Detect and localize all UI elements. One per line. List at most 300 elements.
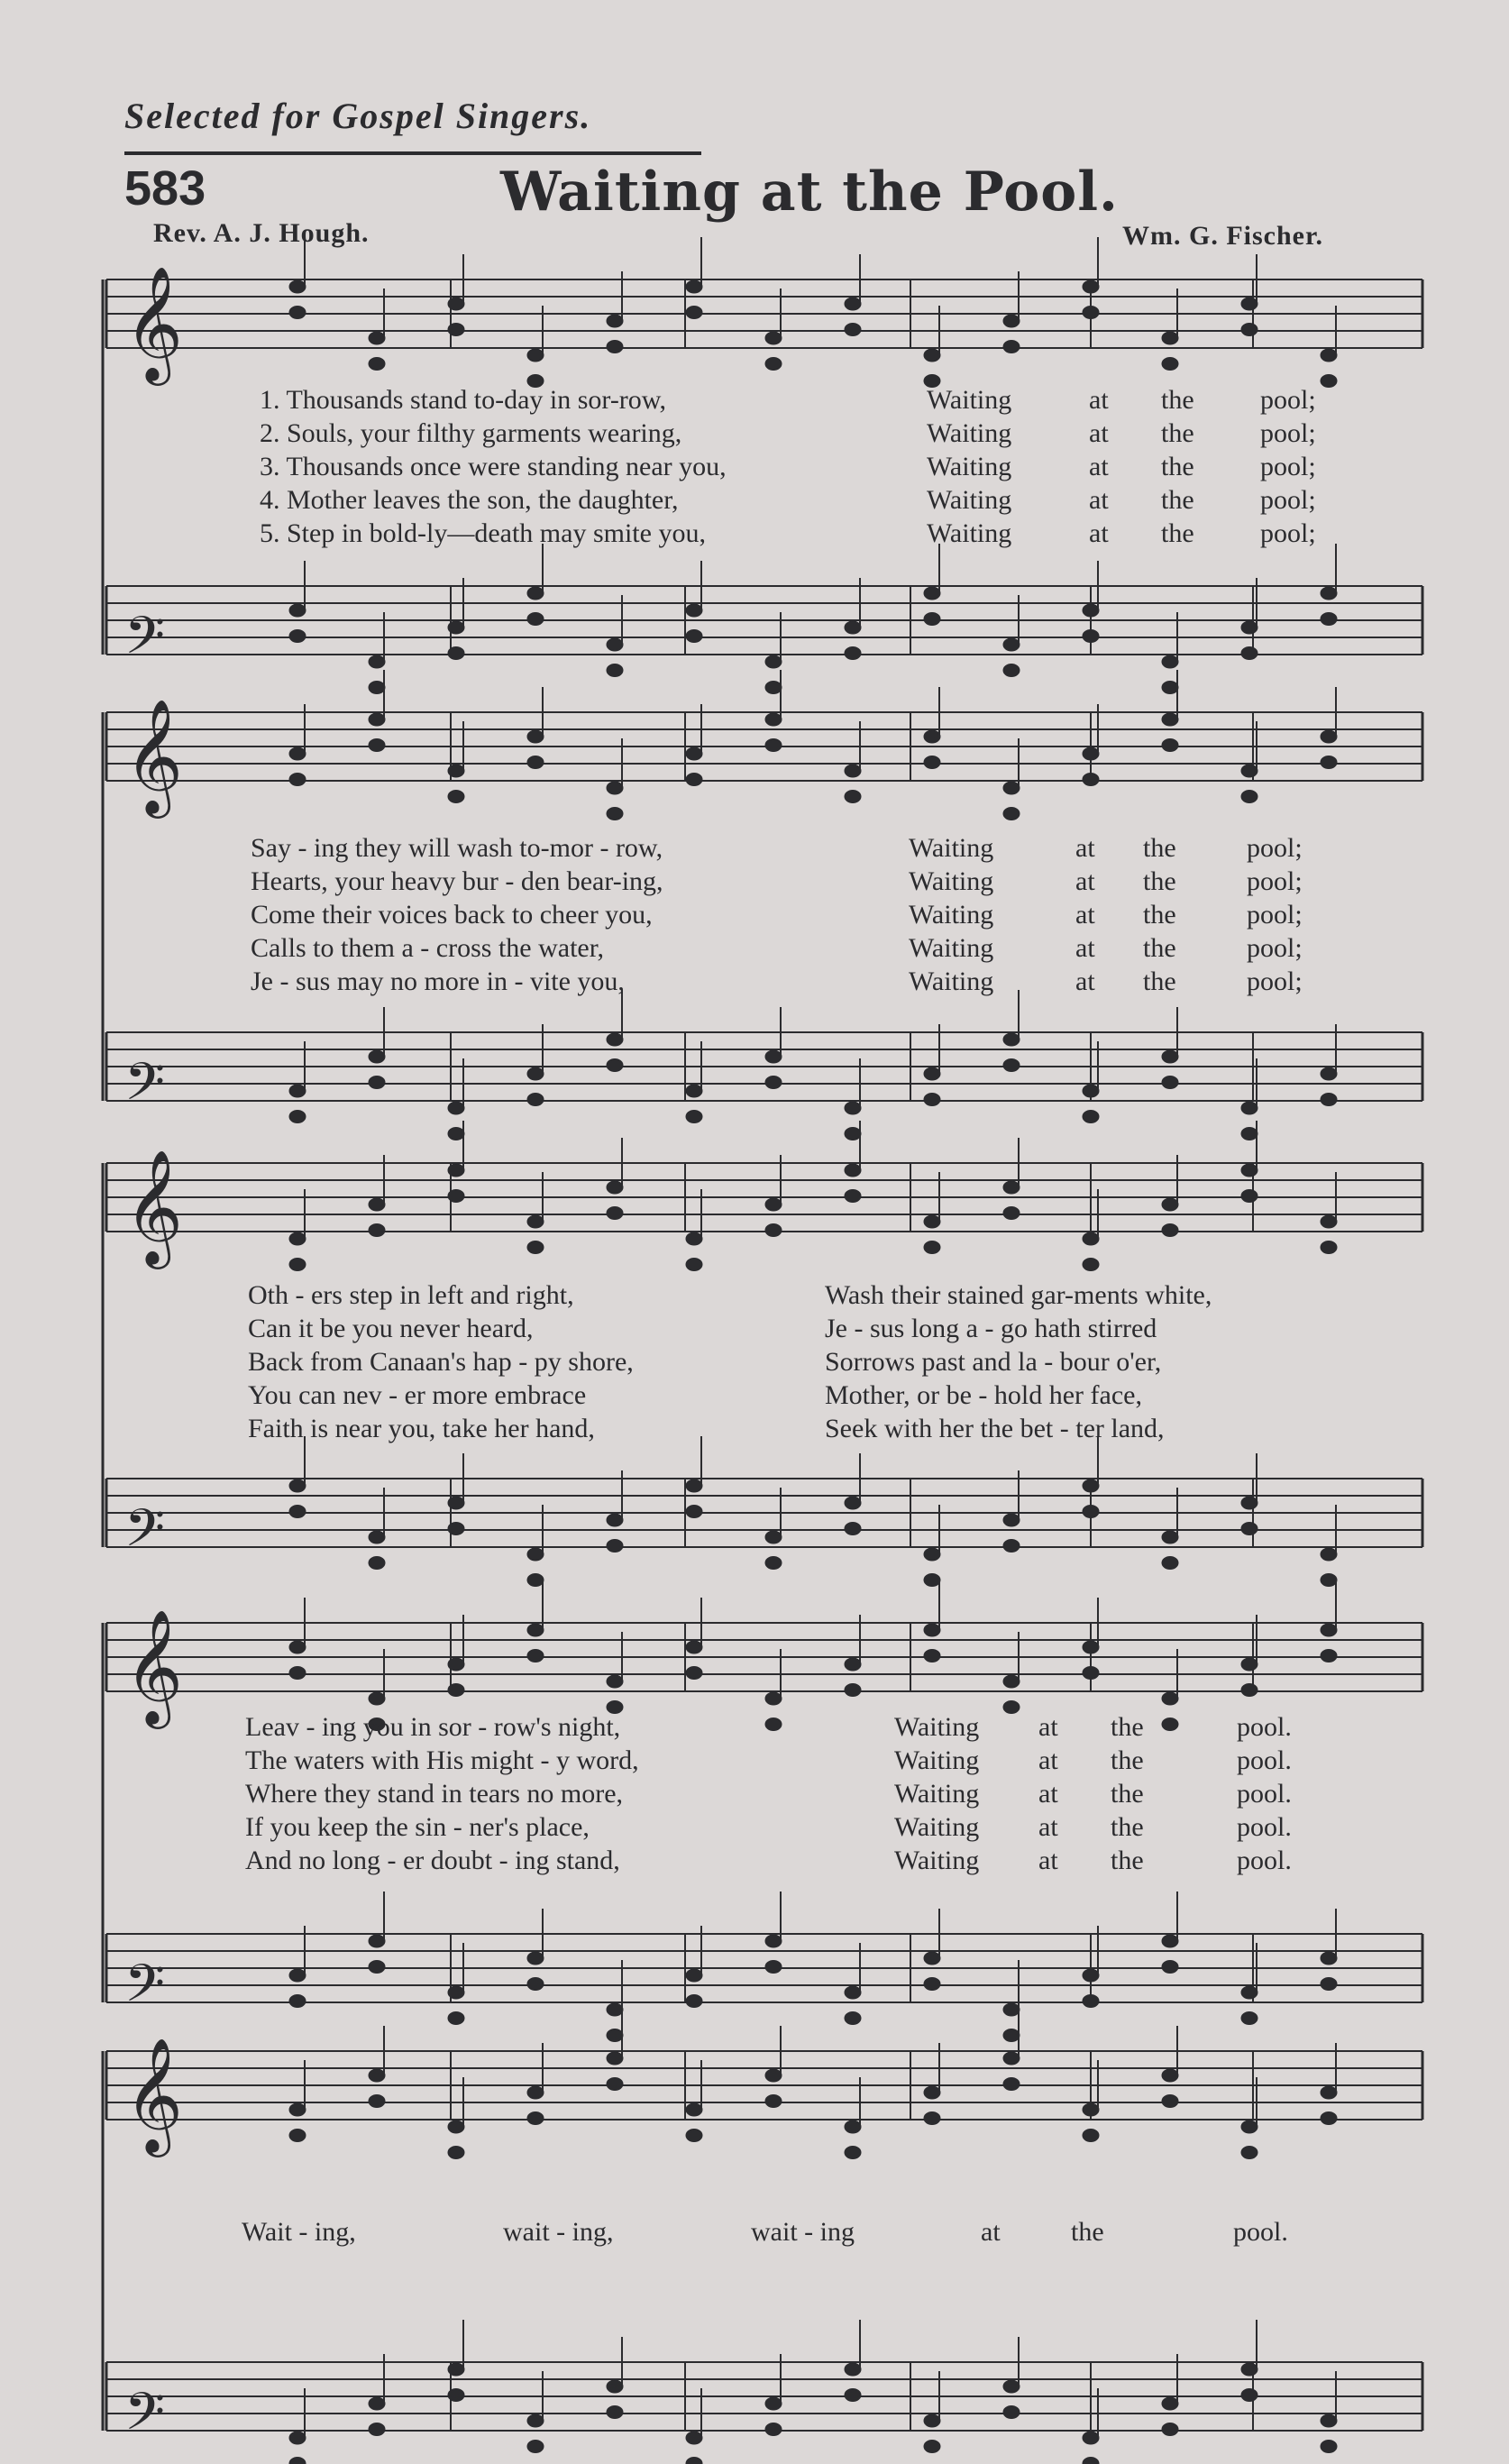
note-head [369,1692,385,1705]
lyric-text: the [1161,518,1194,548]
note-head [607,1059,623,1072]
note-head [448,765,464,777]
note-head [1003,1675,1020,1688]
lyric-text: at [1089,518,1109,548]
note-head [1083,280,1099,293]
note-head [289,1995,306,2008]
note-head [369,739,385,752]
lyric-text: pool; [1260,518,1316,548]
note-head [448,2363,464,2376]
note-head [1241,2012,1258,2025]
lyric-text: Wash their stained gar-ments white, [825,1280,1212,1310]
hymn-number: 583 [124,161,206,215]
lyric-text: Waiting [927,452,1012,481]
note-head [607,1181,623,1194]
note-head [607,2052,623,2065]
lyric-text: the [1111,1779,1144,1809]
lyric-text: pool; [1247,933,1303,963]
lyric-text: Waiting [909,966,994,996]
note-head [765,2397,782,2410]
lyric-text: at [1075,933,1095,963]
note-head [527,1978,544,1991]
note-head [527,2086,544,2099]
lyric-text: at [1089,385,1109,415]
note-head [845,298,861,310]
note-head [765,1531,782,1543]
note-head [686,1232,702,1245]
note-head [1083,1667,1099,1680]
lyric-text: the [1143,833,1176,863]
note-head [527,349,544,362]
note-head [924,1215,940,1228]
lyric-text: Waiting [927,385,1012,415]
note-head [289,280,306,293]
note-head [765,1718,782,1731]
lyric-text: at [1038,1779,1058,1809]
clef-glyph: 𝄢 [124,1953,166,2027]
note-head [924,2414,940,2427]
lyric-text: Waiting [894,1745,980,1775]
lyric-text: Mother, or be - hold her face, [825,1380,1142,1410]
note-head [686,307,702,319]
note-head [924,1952,940,1965]
note-head [607,315,623,327]
note-head [765,358,782,371]
note-head [527,2441,544,2453]
note-head [845,2121,861,2133]
note-head [448,1497,464,1509]
section-header: Selected for Gospel Singers. [124,96,592,136]
composer: Wm. G. Fischer. [1122,221,1324,251]
note-head [369,1935,385,1947]
note-head [607,1514,623,1526]
note-head [289,1479,306,1492]
note-head [1321,2086,1337,2099]
note-head [845,1523,861,1535]
note-head [845,1658,861,1671]
clef-glyph: 𝄢 [124,1051,166,1125]
note-head [1321,1067,1337,1080]
lyric-text: Hearts, your heavy bur - den bear-ing, [251,866,663,896]
note-head [1003,2078,1020,2091]
note-head [765,1050,782,1063]
note-head [369,2423,385,2436]
note-head [1083,307,1099,319]
note-head [289,1667,306,1680]
note-head [527,1215,544,1228]
note-head [527,613,544,626]
note-head [1162,1557,1178,1570]
note-head [765,655,782,668]
lyric-text: at [981,2217,1001,2247]
note-head [924,1624,940,1636]
note-head [369,1198,385,1211]
note-head [686,1969,702,1982]
note-head [924,587,940,600]
note-head [448,621,464,634]
note-head [448,1523,464,1535]
lyric-text: Sorrows past and la - bour o'er, [825,1347,1162,1377]
note-head [1162,1198,1178,1211]
note-head [289,2103,306,2116]
note-head [1241,1164,1258,1177]
lyric-text: pool; [1247,900,1303,930]
clef-glyph: 𝄞 [124,1608,184,1724]
note-head [1162,713,1178,726]
note-head [1321,1215,1337,1228]
note-head [1321,349,1337,362]
lyric-text: pool; [1247,866,1303,896]
note-head [1083,2432,1099,2444]
note-head [448,1102,464,1114]
lyric-text: pool. [1237,1745,1292,1775]
note-head [289,630,306,643]
lyric-text: at [1038,1745,1058,1775]
note-head [1083,1506,1099,1518]
note-head [607,2029,623,2042]
note-head [607,1540,623,1553]
lyric-text: And no long - er doubt - ing stand, [245,1846,620,1875]
note-head [1003,1059,1020,1072]
note-head [765,2095,782,2108]
note-head [289,1969,306,1982]
note-head [686,1085,702,1097]
note-head [1321,1241,1337,1254]
note-head [1003,1540,1020,1553]
note-head [1083,630,1099,643]
note-head [1162,1224,1178,1237]
clef-glyph: 𝄞 [124,2037,184,2152]
note-head [1241,324,1258,336]
lyric-text: Waiting [909,833,994,863]
lyric-text: at [1038,1712,1058,1742]
note-head [1162,1935,1178,1947]
note-head [1003,2406,1020,2419]
lyric-text: 1. Thousands stand to-day in sor-row, [260,385,667,415]
note-head [1241,1684,1258,1697]
lyric-text: pool. [1237,1779,1292,1809]
lyric-text: Say - ing they will wash to-mor - row, [251,833,663,863]
note-head [289,1111,306,1123]
note-head [845,2012,861,2025]
note-head [448,1128,464,1140]
note-head [527,1094,544,1106]
lyric-text: Waiting [894,1712,980,1742]
note-head [1003,2003,1020,2016]
note-head [448,2121,464,2133]
lyric-text: Waiting [909,900,994,930]
note-head [924,1548,940,1561]
note-head [1162,1718,1178,1731]
lyric-text: the [1161,485,1194,515]
lyric-text: Leav - ing you in sor - row's night, [245,1712,621,1742]
note-head [765,1557,782,1570]
lyric-text: the [1143,900,1176,930]
note-head [289,307,306,319]
note-head [686,1111,702,1123]
note-head [607,638,623,651]
lyric-text: Waiting [894,1779,980,1809]
note-head [1241,2121,1258,2133]
note-head [527,1952,544,1965]
note-head [1162,2423,1178,2436]
note-head [369,332,385,344]
note-head [607,782,623,794]
lyric-text: the [1161,452,1194,481]
clef-glyph: 𝄞 [124,1149,184,1264]
note-head [1003,782,1020,794]
lyric-text: pool. [1237,1846,1292,1875]
note-head [1162,2397,1178,2410]
note-head [686,2103,702,2116]
note-head [686,1506,702,1518]
note-head [765,1961,782,1974]
note-head [765,332,782,344]
note-head [1003,664,1020,677]
note-head [1321,587,1337,600]
note-head [1083,604,1099,617]
lyric-text: wait - ing, [503,2217,614,2247]
note-head [369,1961,385,1974]
lyric-text: You can nev - er more embrace [248,1380,587,1410]
note-head [448,2147,464,2159]
lyric-text: the [1143,933,1176,963]
lyric-text: If you keep the sin - ner's place, [245,1812,590,1842]
lyric-text: the [1111,1745,1144,1775]
note-head [924,1978,940,1991]
note-head [1241,1128,1258,1140]
note-head [1162,358,1178,371]
note-head [607,2003,623,2016]
note-head [289,747,306,760]
note-head [607,1033,623,1046]
note-head [1321,2112,1337,2125]
note-head [448,2389,464,2402]
note-head [1321,1094,1337,1106]
note-head [924,1574,940,1587]
note-head [924,1067,940,1080]
note-head [369,2397,385,2410]
note-head [369,655,385,668]
note-head [1321,613,1337,626]
note-head [765,739,782,752]
note-head [527,1241,544,1254]
note-head [924,730,940,743]
note-head [1241,1497,1258,1509]
note-head [1241,1986,1258,1999]
note-head [1083,1085,1099,1097]
note-head [686,1641,702,1653]
lyric-text: pool. [1233,2217,1288,2247]
note-head [448,1658,464,1671]
clef-glyph: 𝄞 [124,698,184,813]
note-head [369,1557,385,1570]
lyric-text: pool; [1247,966,1303,996]
note-head [686,1667,702,1680]
note-head [1003,1514,1020,1526]
note-head [845,2147,861,2159]
lyric-text: 4. Mother leaves the son, the daughter, [260,485,679,515]
note-head [1321,1952,1337,1965]
note-head [1003,808,1020,820]
note-head [1321,1548,1337,1561]
note-head [845,2389,861,2402]
note-head [765,713,782,726]
note-head [1003,315,1020,327]
note-head [369,2069,385,2082]
lyric-text: pool; [1260,452,1316,481]
note-head [1241,2389,1258,2402]
note-head [686,2432,702,2444]
note-head [1241,765,1258,777]
lyric-text: Je - sus may no more in - vite you, [251,966,625,996]
note-head [1083,1995,1099,2008]
note-head [845,1190,861,1203]
note-head [607,341,623,353]
note-head [1083,774,1099,786]
note-head [1241,298,1258,310]
lyric-text: at [1075,866,1095,896]
note-head [1321,756,1337,769]
lyric-text: Waiting [927,518,1012,548]
lyric-text: at [1089,485,1109,515]
note-head [845,1497,861,1509]
lyric-text: Waiting [909,866,994,896]
note-head [1083,2458,1099,2464]
note-head [607,2078,623,2091]
note-head [1162,1531,1178,1543]
clef-glyph: 𝄢 [124,605,166,679]
note-head [1083,747,1099,760]
note-head [686,604,702,617]
lyric-text: at [1075,966,1095,996]
note-head [1162,2095,1178,2108]
note-head [448,298,464,310]
note-head [1083,1232,1099,1245]
note-head [369,713,385,726]
note-head [289,604,306,617]
note-head [1003,2029,1020,2042]
note-head [1321,2441,1337,2453]
note-head [686,1479,702,1492]
note-head [448,1986,464,1999]
note-head [369,1531,385,1543]
note-head [1321,375,1337,388]
lyric-text: Waiting [909,933,994,963]
note-head [527,1624,544,1636]
note-head [289,1641,306,1653]
note-head [1321,1978,1337,1991]
lyric-text: at [1038,1812,1058,1842]
lyric-text: The waters with His might - y word, [245,1745,639,1775]
note-head [845,1684,861,1697]
lyric-text: the [1111,1846,1144,1875]
note-head [448,324,464,336]
lyric-text: Waiting [927,485,1012,515]
note-head [1241,1102,1258,1114]
note-head [1162,1692,1178,1705]
note-head [1162,739,1178,752]
note-head [289,2432,306,2444]
note-head [289,2458,306,2464]
clef-glyph: 𝄢 [124,1498,166,1571]
lyric-text: Waiting [894,1812,980,1842]
note-head [369,2095,385,2108]
lyric-text: pool. [1237,1812,1292,1842]
note-head [1241,1190,1258,1203]
note-head [527,587,544,600]
note-head [448,1164,464,1177]
note-head [1162,1076,1178,1089]
lyric-text: pool; [1260,485,1316,515]
note-head [1083,1259,1099,1271]
note-head [1162,682,1178,694]
note-head [448,1190,464,1203]
lyric-text: Waiting [894,1846,980,1875]
note-head [1241,1658,1258,1671]
lyric-text: 3. Thousands once were standing near you, [260,452,727,481]
lyric-text: the [1161,385,1194,415]
note-head [845,647,861,660]
lyric-text: at [1089,418,1109,448]
lyric-text: at [1075,833,1095,863]
note-head [1162,655,1178,668]
note-head [845,1102,861,1114]
note-head [607,664,623,677]
lyric-text: at [1075,900,1095,930]
note-head [527,730,544,743]
lyric-text: pool; [1247,833,1303,863]
note-head [527,2414,544,2427]
lyric-text: wait - ing [751,2217,855,2247]
note-head [686,630,702,643]
note-head [686,2458,702,2464]
note-head [1003,1033,1020,1046]
note-head [686,1259,702,1271]
note-head [369,1076,385,1089]
note-head [607,2406,623,2419]
note-head [1162,1961,1178,1974]
note-head [1003,1701,1020,1714]
note-head [1162,2069,1178,2082]
lyric-text: Can it be you never heard, [248,1314,534,1343]
note-head [1241,791,1258,803]
note-head [686,280,702,293]
note-head [765,682,782,694]
note-head [1241,621,1258,634]
lyric-text: pool. [1237,1712,1292,1742]
note-head [1083,1479,1099,1492]
note-head [1003,341,1020,353]
note-head [448,2012,464,2025]
note-head [607,2380,623,2393]
note-head [448,791,464,803]
note-head [289,1085,306,1097]
note-head [765,1224,782,1237]
note-head [1083,1969,1099,1982]
note-head [765,2069,782,2082]
note-head [527,2112,544,2125]
lyric-text: Waiting [927,418,1012,448]
note-head [924,1241,940,1254]
note-head [1003,2052,1020,2065]
note-head [1321,1624,1337,1636]
note-head [1321,1574,1337,1587]
note-head [686,2130,702,2142]
note-head [924,1094,940,1106]
clef-glyph: 𝄞 [124,265,184,380]
lyric-text: pool; [1260,418,1316,448]
